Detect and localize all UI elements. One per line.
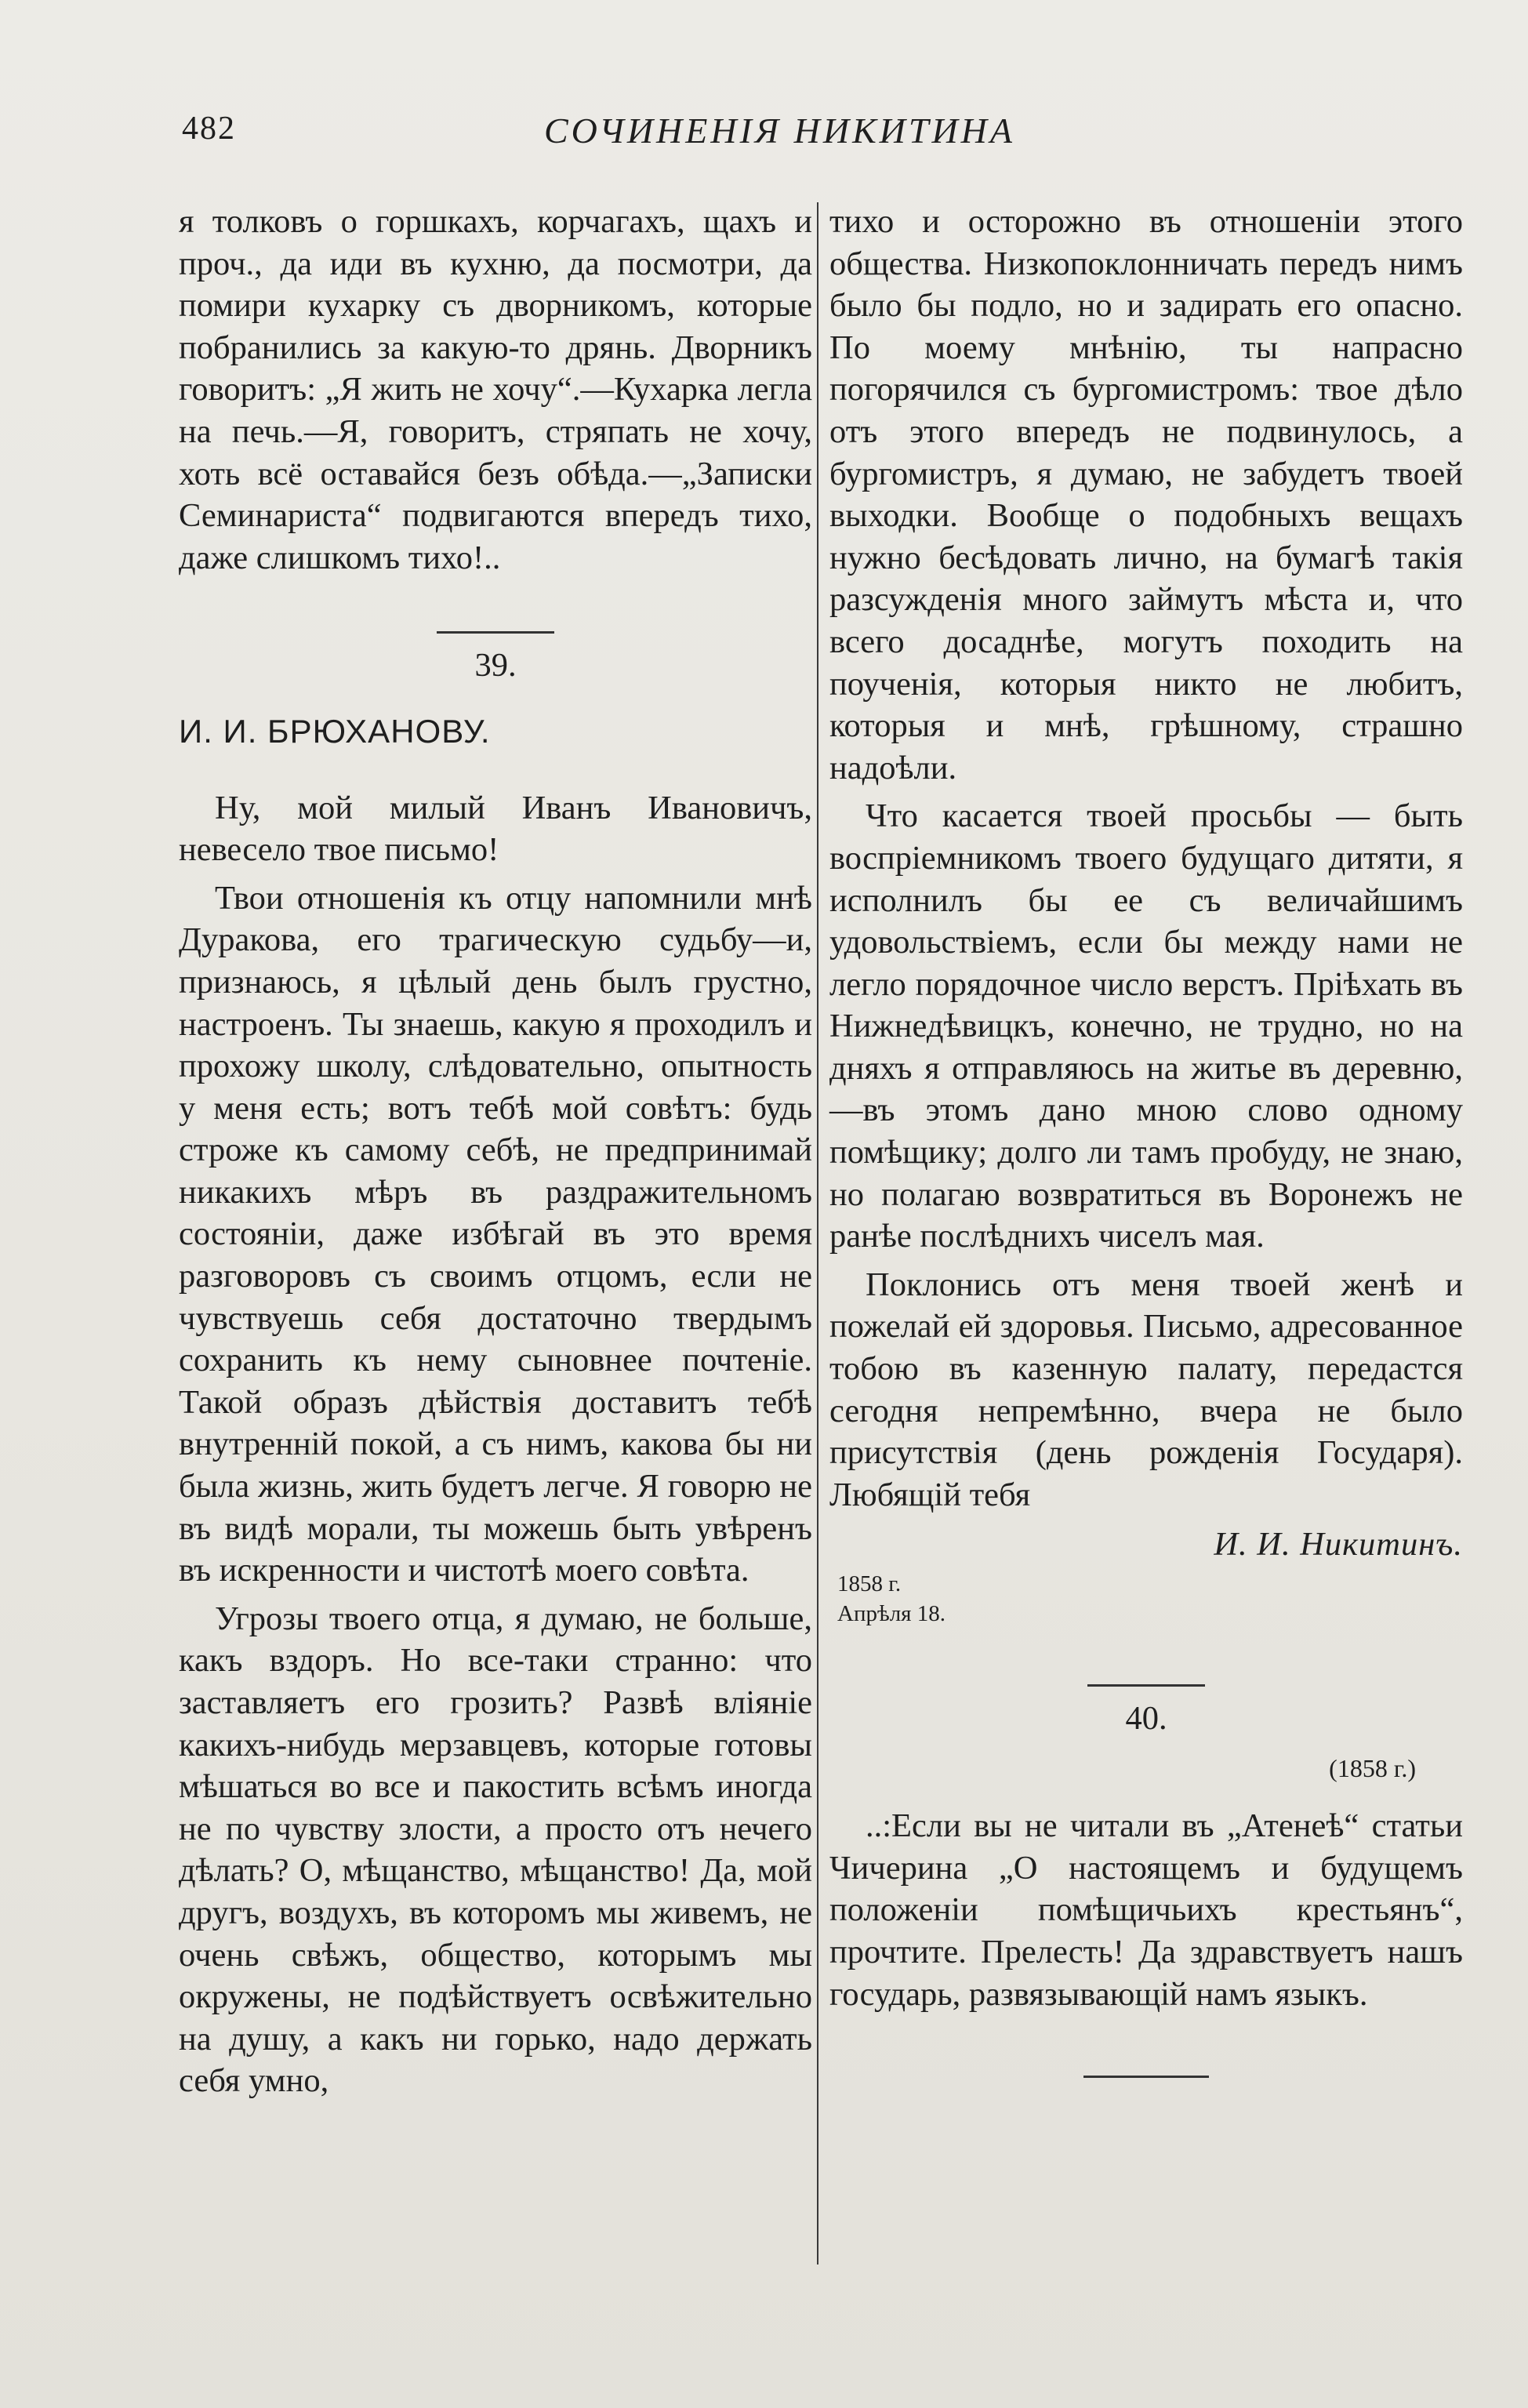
letter-38-ending: я толковъ о горшкахъ, корчагахъ, щахъ и проч., да иди въ кухню, да посмотри, да помири кухарку съ дворникомъ, которые побранились за какую-то дрянь. Дворникъ говоритъ: „Я жить не хочу“.—Кухарка легла на печь.—Я, говоритъ, стряпать не хочу, хоть всё оставайся безъ обѣда.—„Записки Семинариста“ подвигаются впередъ тихо, даже слишкомъ тихо!..	[179, 203, 812, 576]
letter-39-continuation: тихо и осторожно въ отношеніи этого общества. Низкопоклонничать передъ нимъ было бы подло, но и задирать его опасно. По моему мнѣнію, ты напрасно погорячился съ бургомистромъ: твое дѣло отъ этого впередъ не подвинулось, а бургомистръ, я думаю, не забудетъ твоей выходки. Вообще о подобныхъ вещахъ нужно бесѣдовать лично, на бумагѣ такія разсужденія много займутъ мѣста и, что всего досаднѣе, могутъ походить на поученія, которыя никто не любитъ, которыя и мнѣ, грѣшному, страшно надоѣли.	[829, 203, 1463, 786]
letter-40-text: ..:Если вы не читали въ „Атенеѣ“ статьи Чичерина „О настоящемъ и будущемъ положеніи помѣщичьихъ крестьянъ“, прочтите. Прелесть! Да здравствуетъ нашъ государь, развязывающій намъ языкъ.	[829, 1807, 1463, 2013]
section-separator	[829, 2047, 1463, 2078]
running-title: СОЧИНЕНІЯ НИКИТИНА	[544, 111, 1015, 151]
letter-number-40: 40.	[1125, 1700, 1167, 1737]
page-number: 482	[182, 111, 236, 147]
letter-39-paragraph: Что касается твоей просьбы — быть воспріемникомъ твоего будущаго дитяти, я исполнилъ бы ее съ величайшимъ удовольствіемъ, если бы между нами не легло порядочное число верстъ. Пріѣхать въ Нижнедѣвицкъ, конечно, не трудно, но на дняхъ я отправляюсь на житье въ деревню,—въ этомъ дано мною слово одному помѣщику; долго ли тамъ пробуду, не знаю, но полагаю возвратиться въ Воронежъ не ранѣе послѣднихъ чиселъ мая.	[829, 797, 1463, 1255]
letter-date-day: Апрѣля 18.	[837, 1601, 946, 1626]
letter-addressee: И. И. БРЮХАНОВУ.	[179, 712, 491, 750]
letter-39-paragraph: Твои отношенія къ отцу напомнили мнѣ Дуракова, его трагическую судьбу—и, признаюсь, я цѣлый день былъ грустно, настроенъ. Ты знаешь, какую я проходилъ и прохожу школу, слѣдовательно, опытность у меня есть; вотъ тебѣ мой совѣтъ: будь строже къ самому себѣ, не предпринимай никакихъ мѣръ въ раздражительномъ состояніи, даже избѣгай въ это время разговоровъ съ своимъ отцомъ, если не чувствуешь себя достаточно твердымъ сохранить къ нему сыновнее почтеніе. Такой образъ дѣйствія доставитъ тебѣ внутренній покой, а съ нимъ, какова бы ни была жизнь, жить будетъ легче. Я говорю не въ видѣ морали, ты можешь быть увѣренъ въ искренности и чистотѣ моего совѣта.	[179, 879, 812, 1589]
letter-39-paragraph: Поклонись отъ меня твоей женѣ и пожелай ей здоровья. Письмо, адресованное тобою въ казенную палату, передастся сегодня непремѣнно, вчера не было присутствія (день рожденія Государя). Любящій тебя	[829, 1266, 1463, 1513]
right-column	[829, 201, 1463, 2078]
letter-39-paragraph: Угрозы твоего отца, я думаю, не больше, какъ вздоръ. Но все-таки странно: что заставляетъ его грозить? Развѣ вліяніе какихъ-нибудь мерзавцевъ, которые готовы мѣшаться во все и пакостить всѣмъ иногда не по чувству злости, а просто отъ нечего дѣлать? О, мѣщанство, мѣщанство! Да, мой другъ, воздухъ, въ которомъ мы живемъ, не очень свѣжъ, общество, которымъ мы окружены, не подѣйствуетъ освѣжительно на душу, а какъ ни горько, надо держать себя умно,	[179, 1600, 812, 2100]
section-separator	[179, 602, 812, 634]
letter-40-date: (1858 г.)	[1329, 1753, 1416, 1782]
column-divider	[817, 202, 818, 2265]
letter-number-39: 39.	[474, 647, 517, 685]
signature: И. И. Никитинъ.	[1214, 1526, 1463, 1564]
letter-39-greeting: Ну, мой милый Иванъ Ивановичъ, невесело твое письмо!	[179, 789, 812, 869]
left-column	[179, 201, 812, 2102]
section-separator	[829, 1655, 1463, 1687]
letter-date-year: 1858 г.	[837, 1571, 902, 1596]
page-header	[0, 110, 1528, 165]
